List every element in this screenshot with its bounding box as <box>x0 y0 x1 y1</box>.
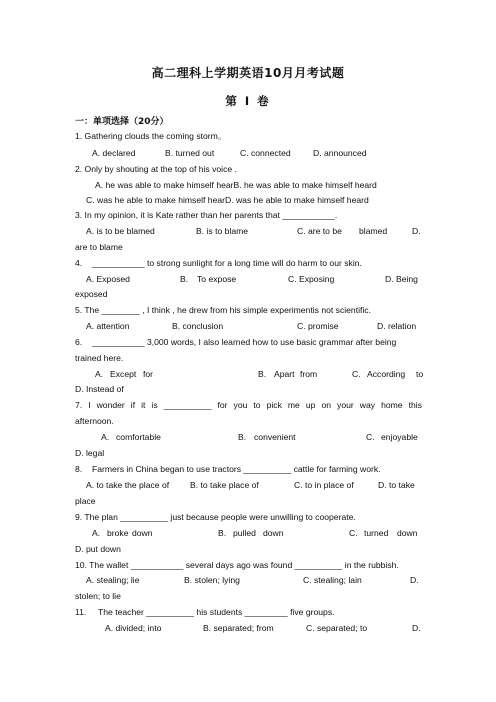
question-7-option-b: B. <box>238 432 247 442</box>
question-6-option-a-word: Except <box>110 369 137 379</box>
question-5-option-d: D. relation <box>377 321 417 331</box>
question-7-option-c-word: enjoyable <box>381 432 418 442</box>
question-7-word: I <box>88 400 91 410</box>
question-3-option-c: C. are to be <box>297 226 342 236</box>
question-7-word: you <box>233 400 248 410</box>
question-7-option-d: D. legal <box>75 448 105 458</box>
question-11-option-c: C. separated; to <box>306 623 368 633</box>
question-6-option-c: C. <box>352 369 361 379</box>
question-9-option-c-word: down <box>397 528 418 538</box>
question-10-option-b: B. stolen; lying <box>184 575 240 585</box>
question-11-number: 11. <box>75 607 87 617</box>
question-8-option-d: D. to take <box>378 480 415 490</box>
question-6-option-c-word: to <box>416 369 424 379</box>
question-10-option-d: D. <box>410 575 419 585</box>
question-7-option-a: A. <box>101 432 110 442</box>
question-1-stem: 1. Gathering clouds the coming storm。 <box>75 131 227 141</box>
part-heading: 第 I 卷 <box>225 94 271 108</box>
question-9-option-c: C. <box>349 528 358 538</box>
question-8-option-a: A. to take the place of <box>86 480 170 490</box>
question-4-number: 4. <box>75 258 83 268</box>
section-heading: 一：单项选择（20分） <box>75 117 169 127</box>
question-4-stem: ___________ to strong sunlight for a long time will do harm to our skin. <box>92 258 362 268</box>
question-7-option-b-word: convenient <box>254 432 296 442</box>
question-9-option-b: B. <box>218 528 227 538</box>
question-8-stem: Farmers in China began to use tractors __________ cattle for farming work. <box>92 464 381 474</box>
question-6-option-a-word: for <box>143 369 154 379</box>
question-3-option-a: A. is to be blamed <box>86 226 155 236</box>
question-4-option-a: A. Exposed <box>86 274 130 284</box>
question-7-option-a-word: comfortable <box>116 432 161 442</box>
question-10-option-a: A. stealing; lie <box>86 575 140 585</box>
question-7-stem-line <box>75 400 422 411</box>
question-6-option-a: A. <box>95 369 104 379</box>
question-1-option-a: A. declared <box>92 148 136 158</box>
question-4-option-c: C. Exposing <box>288 274 335 284</box>
question-11-option-b: B. separated; from <box>203 623 274 633</box>
question-7-word: on <box>321 400 331 410</box>
question-2-options-ab: A. he was able to make himself hearB. he was able to make himself heard <box>95 180 377 190</box>
question-9-option-d: D. put down <box>75 544 121 554</box>
question-8-number: 8. <box>75 464 83 474</box>
question-7-word: it <box>141 400 146 410</box>
question-11-stem: The teacher __________ his students _________ five groups. <box>98 607 335 617</box>
question-5-option-b: B. conclusion <box>172 321 224 331</box>
question-4-option-d-cont: exposed <box>75 289 108 299</box>
question-7-word: if <box>130 400 136 410</box>
question-4-option-b-cont: To expose <box>197 274 237 284</box>
question-6-option-b-word: from <box>300 369 318 379</box>
question-4-option-b: B. <box>180 274 189 284</box>
question-1-option-d: D. announced <box>313 148 367 158</box>
question-7-word: up <box>305 400 316 410</box>
question-10-stem: 10. The wallet ___________ several days ago was found __________ in the rubbish. <box>75 560 399 570</box>
question-9-option-a-word: broke <box>107 528 129 538</box>
question-7-word: your <box>337 400 354 410</box>
question-2-stem: 2. Only by shouting at the top of his voice . <box>75 164 237 174</box>
question-7-word: me <box>287 400 300 410</box>
exam-title: 高二理科上学期英语10月月考试题 <box>151 66 345 80</box>
question-6-option-d: D. Instead of <box>75 384 124 394</box>
question-4-option-d: D. Being <box>385 274 418 284</box>
question-9-stem: 9. The plan __________ just because people were unwilling to cooperate. <box>75 512 356 522</box>
question-7-word: home <box>381 400 403 410</box>
question-3-option-d: D. <box>412 226 421 236</box>
question-7-word: for <box>217 400 228 410</box>
question-10-option-c: C. stealing; lain <box>303 575 362 585</box>
question-1-option-b: B. turned out <box>165 148 215 158</box>
question-3-stem: 3. In my opinion, it is Kate rather than her parents that ___________. <box>75 210 338 220</box>
question-7-word: to <box>253 400 261 410</box>
question-2-options-cd: C. was he able to make himself hearD. was he able to make himself heard <box>86 195 369 205</box>
question-3-option-b: B. is to blame <box>196 226 249 236</box>
question-6-stem: ___________ 3,000 words, I also learned how to use basic grammar after being <box>92 337 397 347</box>
question-9-option-a: A. <box>92 528 101 538</box>
question-7-word: pick <box>266 400 282 410</box>
question-7-option-c: C. <box>366 432 375 442</box>
question-5-option-c: C. promise <box>297 321 339 331</box>
question-11-option-a: A. divided; into <box>105 623 162 633</box>
question-7-word: this <box>408 400 422 410</box>
question-6-option-c-word: According <box>367 369 406 379</box>
question-9-option-b-word: pulled <box>233 528 256 538</box>
question-9-option-c-word: turned <box>364 528 389 538</box>
question-10-option-d-cont: stolen; to lie <box>75 591 121 601</box>
question-5-option-a: A. attention <box>86 321 130 331</box>
question-7-word: is <box>151 400 158 410</box>
question-6-option-b-word: Apart <box>274 369 295 379</box>
question-8-option-b: B. to take place of <box>190 480 259 490</box>
question-7-blank: __________ <box>163 400 212 410</box>
question-7-word: 7. <box>75 400 83 410</box>
question-5-stem: 5. The ________ , I think , he drew from his simple experimentis not scientific. <box>75 305 371 315</box>
question-8-option-c: C. to in place of <box>294 480 354 490</box>
question-6-stem-cont: trained here. <box>75 353 124 363</box>
question-3-option-d-cont: are to blame <box>75 242 123 252</box>
question-9-option-b-word: down <box>263 528 284 538</box>
question-6-option-b: B. <box>258 369 267 379</box>
question-7-word: wonder <box>96 400 125 410</box>
question-3-option-c-cont: blamed <box>359 226 388 236</box>
question-11-option-d: D. <box>412 623 421 633</box>
question-9-option-a-word: down <box>132 528 153 538</box>
question-7-stem-cont: afternoon. <box>75 416 114 426</box>
question-8-option-d-cont: place <box>75 496 96 506</box>
question-6-number: 6. <box>75 337 83 347</box>
question-7-word: way <box>359 400 376 410</box>
question-1-option-c: C. connected <box>240 148 291 158</box>
